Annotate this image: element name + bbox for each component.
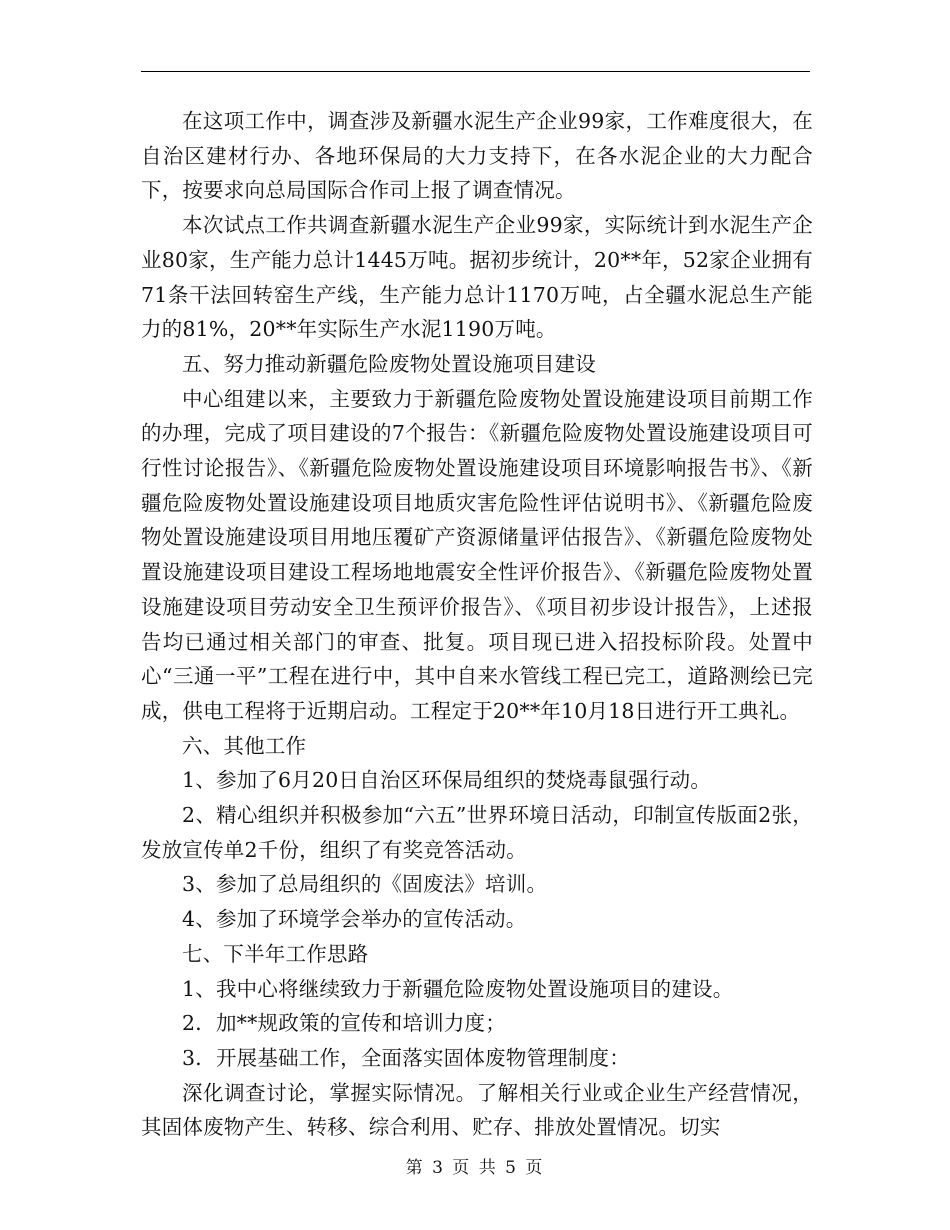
header-rule: [141, 71, 810, 72]
paragraph: 深化调查讨论，掌握实际情况。了解相关行业或企业生产经营情况，其固体废物产生、转移、综合利用、贮存、排放处置情况。切实: [141, 1080, 813, 1140]
paragraph: 本次试点工作共调查新疆水泥生产企业99家，实际统计到水泥生产企业80家，生产能力总计1445万吨。据初步统计，20**年，52家企业拥有71条干法回转窑生产线，生产能力总计1170万吨，占全疆水泥总生产能力的81%，20**年实际生产水泥1190万吨。: [141, 213, 813, 342]
section-heading: 七、下半年工作思路: [182, 941, 369, 966]
list-item: 2．加**规政策的宣传和培训力度；: [182, 1011, 506, 1036]
paragraph: 在这项工作中，调查涉及新疆水泥生产企业99家，工作难度很大，在自治区建材行办、各地环保局的大力支持下，在各水泥企业的大力配合下，按要求向总局国际合作司上报了调查情况。: [141, 109, 813, 203]
list-item: 1、我中心将继续致力于新疆危险废物处置设施项目的建设。: [182, 976, 734, 1001]
list-item: 4、参加了环境学会举办的宣传活动。: [182, 907, 527, 932]
page-number: 第 3 页 共 5 页: [405, 1158, 545, 1178]
section-heading: 五、努力推动新疆危险废物处置设施项目建设: [182, 351, 596, 376]
list-item: 1、参加了6月20日自治区环保局组织的焚烧毒鼠强行动。: [182, 768, 712, 793]
section-heading: 六、其他工作: [182, 733, 307, 758]
list-item: 2、精心组织并积极参加“六五”世界环境日活动，印制宣传版面2张，发放宣传单2千份，组织了有奖竞答活动。: [141, 803, 813, 862]
document-body: [141, 104, 813, 1145]
list-item: 3、参加了总局组织的《固废法》培训。: [182, 872, 548, 897]
paragraph: 中心组建以来，主要致力于新疆危险废物处置设施建设项目前期工作的办理，完成了项目建设的7个报告：《新疆危险废物处置设施建设项目可行性讨论报告》、《新疆危险废物处置设施建设项目环境影响报告书》、《新疆危险废物处置设施建设项目地质灾害危险性评估说明书》、《新疆危险废物处置设施建设项目用地压覆矿产资源储量评估报告》、《新疆危险废物处置设施建设项目建设工程场地地震安全性评价报告》、《新疆危险废物处置设施建设项目劳动安全卫生预评价报告》、《项目初步设计报告》，上述报告均已通过相关部门的审查、批复。项目现已进入招投标阶段。处置中心“三通一平”工程在进行中，其中自来水管线工程已完工，道路测绘已完成，供电工程将于近期启动。工程定于20**年10月18日进行开工典礼。: [141, 386, 813, 723]
list-item: 3．开展基础工作，全面落实固体废物管理制度：: [182, 1045, 630, 1070]
